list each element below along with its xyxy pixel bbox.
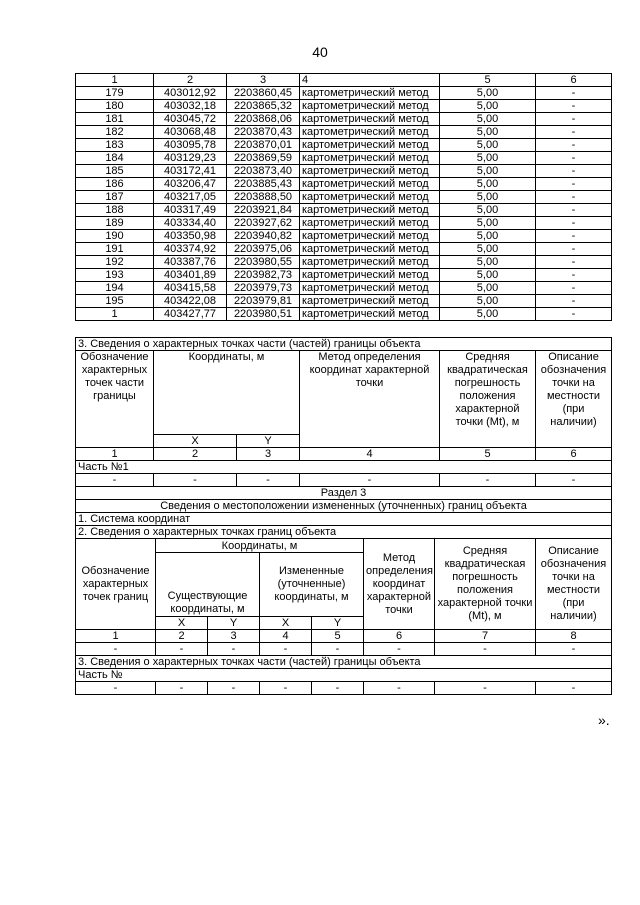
table-cell: 194	[76, 282, 154, 295]
col-number: 1	[76, 448, 154, 461]
col-method-header: Метод определения координат характерной точки	[300, 351, 440, 448]
table-cell: картометрический метод	[300, 256, 440, 269]
table-cell: -	[536, 152, 612, 165]
table-cell: -	[536, 204, 612, 217]
table-cell: 2203870,43	[227, 126, 300, 139]
table-row	[76, 295, 612, 308]
table-cell: 403334,40	[154, 217, 227, 230]
col-number: 7	[435, 630, 536, 643]
empty-cell: -	[440, 474, 536, 487]
part-label: Часть №	[76, 669, 612, 682]
table-cell: 403206,47	[154, 178, 227, 191]
empty-cell: -	[76, 643, 156, 656]
table-cell: 193	[76, 269, 154, 282]
y-header: Y	[312, 617, 364, 630]
table-cell: 2203860,45	[227, 87, 300, 100]
table-cell: 183	[76, 139, 154, 152]
empty-cell: -	[435, 682, 536, 695]
table-cell: 2203885,43	[227, 178, 300, 191]
table-cell: 5,00	[440, 100, 536, 113]
table-cell: картометрический метод	[300, 269, 440, 282]
section3-subheading: Сведения о местоположении измененных (уточненных) границ объекта	[76, 500, 612, 513]
table-cell: 403350,98	[154, 230, 227, 243]
table-row	[76, 282, 612, 295]
table-cell: 403374,92	[154, 243, 227, 256]
table-cell: 5,00	[440, 217, 536, 230]
empty-cell: -	[364, 643, 435, 656]
table-cell: 403427,77	[154, 308, 227, 321]
section3-table	[75, 486, 612, 695]
table-cell: 5,00	[440, 230, 536, 243]
table-row	[76, 113, 612, 126]
empty-cell: -	[364, 682, 435, 695]
points-title: 2. Сведения о характерных точках границ объекта	[76, 526, 612, 539]
table-cell: 5,00	[440, 282, 536, 295]
col-number: 6	[536, 448, 612, 461]
table-cell: картометрический метод	[300, 282, 440, 295]
section3-heading: Раздел 3	[76, 487, 612, 500]
table-cell: 5	[440, 74, 536, 87]
table-cell: 1	[76, 74, 154, 87]
table-cell: 5,00	[440, 152, 536, 165]
table-header-row	[76, 74, 612, 87]
table-row	[76, 256, 612, 269]
table-cell: 403129,23	[154, 152, 227, 165]
col-coords-header: Координаты, м	[156, 539, 364, 553]
table-row	[76, 178, 612, 191]
table-cell: 403068,48	[154, 126, 227, 139]
col-number: 3	[208, 630, 260, 643]
table-cell: -	[536, 230, 612, 243]
table-cell: -	[536, 178, 612, 191]
table-cell: 185	[76, 165, 154, 178]
table-row	[76, 269, 612, 282]
table-cell: картометрический метод	[300, 165, 440, 178]
empty-cell: -	[435, 643, 536, 656]
table-row	[76, 191, 612, 204]
table-row	[76, 139, 612, 152]
table-cell: 2203873,40	[227, 165, 300, 178]
boundary-points-table	[75, 73, 612, 321]
table-row	[76, 308, 612, 321]
col-changed-header: Измененные (уточненные) координаты, м	[260, 553, 364, 617]
table-cell: -	[536, 113, 612, 126]
table-cell: 403317,49	[154, 204, 227, 217]
table-cell: 403387,76	[154, 256, 227, 269]
table-cell: 184	[76, 152, 154, 165]
table-cell: 2203869,59	[227, 152, 300, 165]
table-cell: 5,00	[440, 269, 536, 282]
coord-system-label: 1. Система координат	[76, 513, 612, 526]
table-cell: 5,00	[440, 191, 536, 204]
table-cell: 5,00	[440, 178, 536, 191]
table-cell: 2	[154, 74, 227, 87]
table-cell: 2203940,82	[227, 230, 300, 243]
empty-cell: -	[536, 474, 612, 487]
table-cell: 181	[76, 113, 154, 126]
table-cell: 186	[76, 178, 154, 191]
empty-cell: -	[536, 643, 612, 656]
table-cell: 2203865,32	[227, 100, 300, 113]
col-description-header: Описание обозначения точки на местности (при наличии)	[536, 539, 612, 630]
empty-cell: -	[156, 643, 208, 656]
empty-cell: -	[312, 682, 364, 695]
empty-cell: -	[260, 643, 312, 656]
table-cell: 403422,08	[154, 295, 227, 308]
table-cell: -	[536, 126, 612, 139]
col-designation-header: Обозначение характерных точек границ	[76, 539, 156, 630]
table-cell: картометрический метод	[300, 139, 440, 152]
table-cell: 403012,92	[154, 87, 227, 100]
table-cell: 190	[76, 230, 154, 243]
x-header: X	[156, 617, 208, 630]
table-row	[76, 87, 612, 100]
col-number: 2	[154, 448, 237, 461]
part-points-table	[75, 337, 612, 487]
empty-cell: -	[312, 643, 364, 656]
col-existing-header: Существующие координаты, м	[156, 553, 260, 617]
x-header: X	[154, 435, 237, 448]
empty-cell: -	[260, 682, 312, 695]
table-cell: 5,00	[440, 308, 536, 321]
col-accuracy-header: Средняя квадратическая погрешность положения характерной точки (Mt), м	[435, 539, 536, 630]
y-header: Y	[237, 435, 300, 448]
col-number: 3	[237, 448, 300, 461]
table-cell: картометрический метод	[300, 87, 440, 100]
table-cell: картометрический метод	[300, 217, 440, 230]
table-row	[76, 165, 612, 178]
empty-cell: -	[536, 682, 612, 695]
table-cell: 403217,05	[154, 191, 227, 204]
page-number: 40	[312, 44, 328, 60]
col-coords-header: Координаты, м	[154, 351, 300, 435]
table-cell: 5,00	[440, 139, 536, 152]
table-cell: -	[536, 256, 612, 269]
table-cell: 2203927,62	[227, 217, 300, 230]
table-cell: 5,00	[440, 204, 536, 217]
part-label: Часть №1	[76, 461, 612, 474]
table-cell: 403172,41	[154, 165, 227, 178]
col-number: 1	[76, 630, 156, 643]
table-cell: -	[536, 100, 612, 113]
table-cell: картометрический метод	[300, 178, 440, 191]
table-cell: 6	[536, 74, 612, 87]
table-cell: 2203980,51	[227, 308, 300, 321]
table-cell: -	[536, 282, 612, 295]
table-cell: 5,00	[440, 126, 536, 139]
table-cell: 2203921,84	[227, 204, 300, 217]
table-row	[76, 243, 612, 256]
table-cell: картометрический метод	[300, 230, 440, 243]
table-cell: 2203982,73	[227, 269, 300, 282]
table-cell: 5,00	[440, 165, 536, 178]
table-cell: картометрический метод	[300, 100, 440, 113]
table-cell: 189	[76, 217, 154, 230]
col-designation-header: Обозначение характерных точек части границы	[76, 351, 154, 448]
table-cell: 182	[76, 126, 154, 139]
table-cell: 403401,89	[154, 269, 227, 282]
table-cell: картометрический метод	[300, 243, 440, 256]
table-row	[76, 126, 612, 139]
table-cell: 179	[76, 87, 154, 100]
table-cell: 5,00	[440, 256, 536, 269]
table-cell: картометрический метод	[300, 295, 440, 308]
empty-cell: -	[300, 474, 440, 487]
col-number: 5	[312, 630, 364, 643]
col-number: 2	[156, 630, 208, 643]
table-cell: -	[536, 269, 612, 282]
x-header: X	[260, 617, 312, 630]
closing-quote: ».	[598, 712, 610, 728]
parts-title: 3. Сведения о характерных точках части (частей) границы объекта	[76, 656, 612, 669]
table-row	[76, 152, 612, 165]
table-row	[76, 217, 612, 230]
table-cell: картометрический метод	[300, 191, 440, 204]
table-cell: 3	[227, 74, 300, 87]
table-cell: 1	[76, 308, 154, 321]
table-cell: 2203868,06	[227, 113, 300, 126]
col-number: 8	[536, 630, 612, 643]
table-cell: 2203870,01	[227, 139, 300, 152]
table-cell: 2203979,73	[227, 282, 300, 295]
table-cell: -	[536, 165, 612, 178]
empty-cell: -	[208, 682, 260, 695]
empty-cell: -	[237, 474, 300, 487]
table-cell: 4	[300, 74, 440, 87]
table-cell: 2203979,81	[227, 295, 300, 308]
table-cell: 2203980,55	[227, 256, 300, 269]
table-cell: картометрический метод	[300, 308, 440, 321]
table-cell: картометрический метод	[300, 152, 440, 165]
empty-cell: -	[156, 682, 208, 695]
table-row	[76, 100, 612, 113]
table-cell: 188	[76, 204, 154, 217]
col-number: 4	[260, 630, 312, 643]
table-cell: картометрический метод	[300, 113, 440, 126]
empty-cell: -	[76, 682, 156, 695]
col-accuracy-header: Средняя квадратическая погрешность положения характерной точки (Mt), м	[440, 351, 536, 448]
col-number: 4	[300, 448, 440, 461]
table-cell: 2203888,50	[227, 191, 300, 204]
table-cell: 403045,72	[154, 113, 227, 126]
table-cell: 403095,78	[154, 139, 227, 152]
table-cell: -	[536, 308, 612, 321]
table-cell: -	[536, 295, 612, 308]
table-cell: картометрический метод	[300, 204, 440, 217]
part-points-title: 3. Сведения о характерных точках части (частей) границы объекта	[76, 338, 612, 351]
empty-cell: -	[76, 474, 154, 487]
table-cell: 2203975,06	[227, 243, 300, 256]
col-number: 5	[440, 448, 536, 461]
table-cell: 5,00	[440, 243, 536, 256]
table-cell: 403032,18	[154, 100, 227, 113]
table-cell: 5,00	[440, 87, 536, 100]
col-number: 6	[364, 630, 435, 643]
table-cell: 191	[76, 243, 154, 256]
table-cell: -	[536, 191, 612, 204]
table-cell: 187	[76, 191, 154, 204]
table-cell: -	[536, 87, 612, 100]
table-cell: 403415,58	[154, 282, 227, 295]
table-cell: 180	[76, 100, 154, 113]
table-cell: картометрический метод	[300, 126, 440, 139]
col-method-header: Метод определения координат характерной точки	[364, 539, 435, 630]
empty-cell: -	[154, 474, 237, 487]
table-cell: 5,00	[440, 113, 536, 126]
empty-cell: -	[208, 643, 260, 656]
table-cell: -	[536, 243, 612, 256]
table-cell: 5,00	[440, 295, 536, 308]
table-row	[76, 204, 612, 217]
table-cell: -	[536, 139, 612, 152]
table-cell: 192	[76, 256, 154, 269]
y-header: Y	[208, 617, 260, 630]
col-description-header: Описание обозначения точки на местности (при наличии)	[536, 351, 612, 448]
table-cell: -	[536, 217, 612, 230]
table-row	[76, 230, 612, 243]
table-cell: 195	[76, 295, 154, 308]
